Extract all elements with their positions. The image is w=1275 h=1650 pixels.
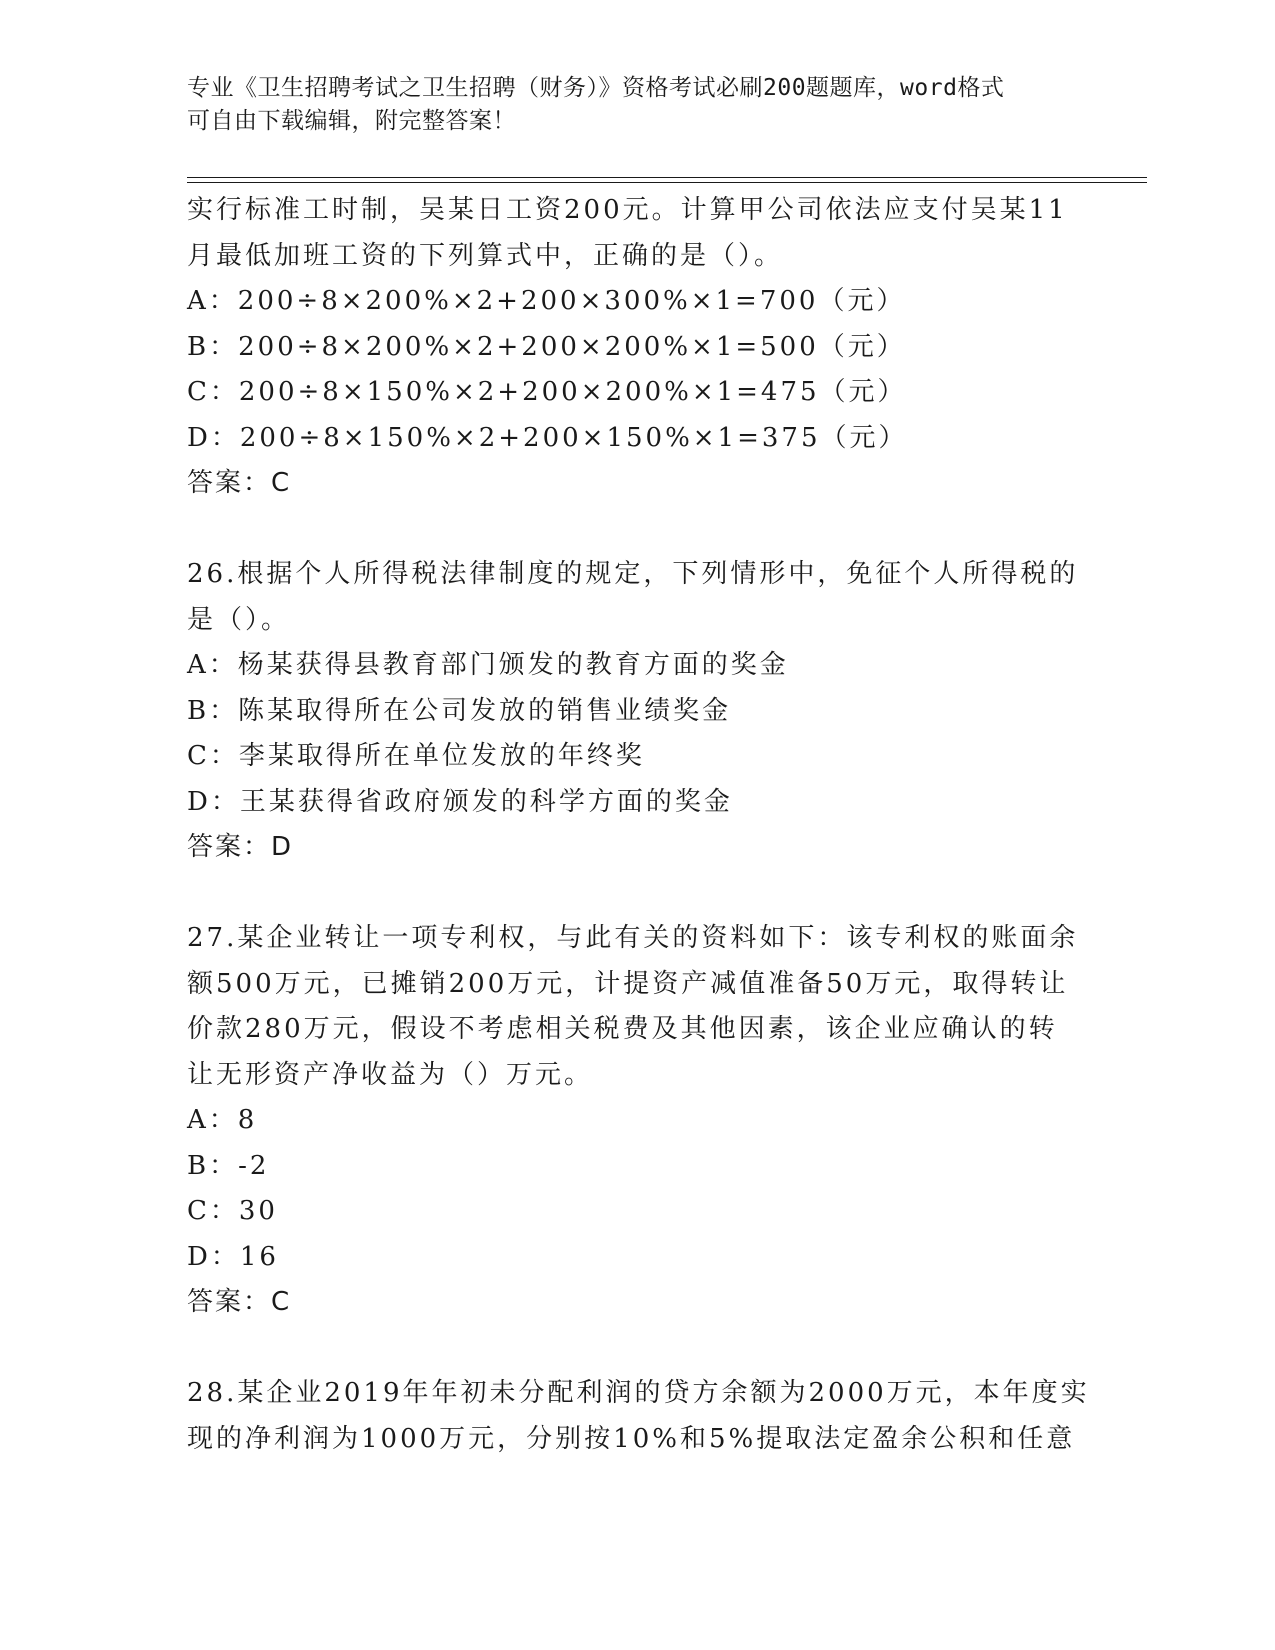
header-title-line-1: 专业《卫生招聘考试之卫生招聘（财务）》资格考试必刷200题题库，word格式 [187,75,1005,101]
option-b: B：-2 [187,1150,270,1181]
option-d: D：200÷8×150%×2+200×150%×1=375（元） [187,422,908,453]
option-c: C：200÷8×150%×2+200×200%×1=475（元） [187,377,907,407]
spacer [187,507,1087,553]
document-header [187,72,1087,138]
question-25 [187,188,1087,507]
header-rule-top [187,177,1147,178]
option-a: A：8 [187,1105,258,1135]
answer-label: 答案：C [187,1287,292,1317]
header-rule-bottom [187,182,1147,183]
question-body [187,188,1090,1462]
question-text-line: 价款280万元，假设不考虑相关税费及其他因素，该企业应确认的转 [187,1014,1058,1044]
question-text-line: 27.某企业转让一项专利权，与此有关的资料如下：该专利权的账面余 [187,923,1079,953]
option-d: D：王某获得省政府颁发的科学方面的奖金 [187,786,733,817]
header-title-line-2: 可自由下载编辑，附完整答案！ [187,108,516,134]
option-c: C：30 [187,1196,278,1226]
question-text-line: 额500万元，已摊销200万元，计提资产减值准备50万元，取得转让 [187,968,1069,999]
option-a: A：200÷8×200%×2+200×300%×1=700（元） [187,286,906,316]
option-b: B：200÷8×200%×2+200×200%×1=500（元） [187,331,906,362]
option-b: B：陈某取得所在公司发放的销售业绩奖金 [187,695,732,726]
question-26 [187,552,1087,871]
question-text-line: 月最低加班工资的下列算式中，正确的是（）。 [187,240,784,271]
answer-label: 答案：C [187,468,292,498]
question-text-line: 让无形资产净收益为（）万元。 [187,1059,594,1090]
question-text-line: 28.某企业2019年年初未分配利润的贷方余额为2000万元，本年度实 [187,1378,1090,1408]
option-c: C：李某取得所在单位发放的年终奖 [187,741,645,771]
question-text-line: 是（）。 [187,604,291,635]
option-a: A：杨某获得县教育部门颁发的教育方面的奖金 [187,650,789,680]
question-28 [187,1371,1090,1462]
question-text-line: 现的净利润为1000万元，分别按10%和5%提取法定盈余公积和任意 [187,1423,1076,1454]
spacer [187,871,1087,917]
spacer [187,1326,1087,1372]
answer-label: 答案：D [187,832,294,862]
option-d: D：16 [187,1241,279,1272]
question-text-line: 26.根据个人所得税法律制度的规定，下列情形中，免征个人所得税的 [187,559,1079,589]
question-text-line: 实行标准工时制，吴某日工资200元。计算甲公司依法应支付吴某11 [187,195,1068,225]
question-27 [187,916,1087,1326]
